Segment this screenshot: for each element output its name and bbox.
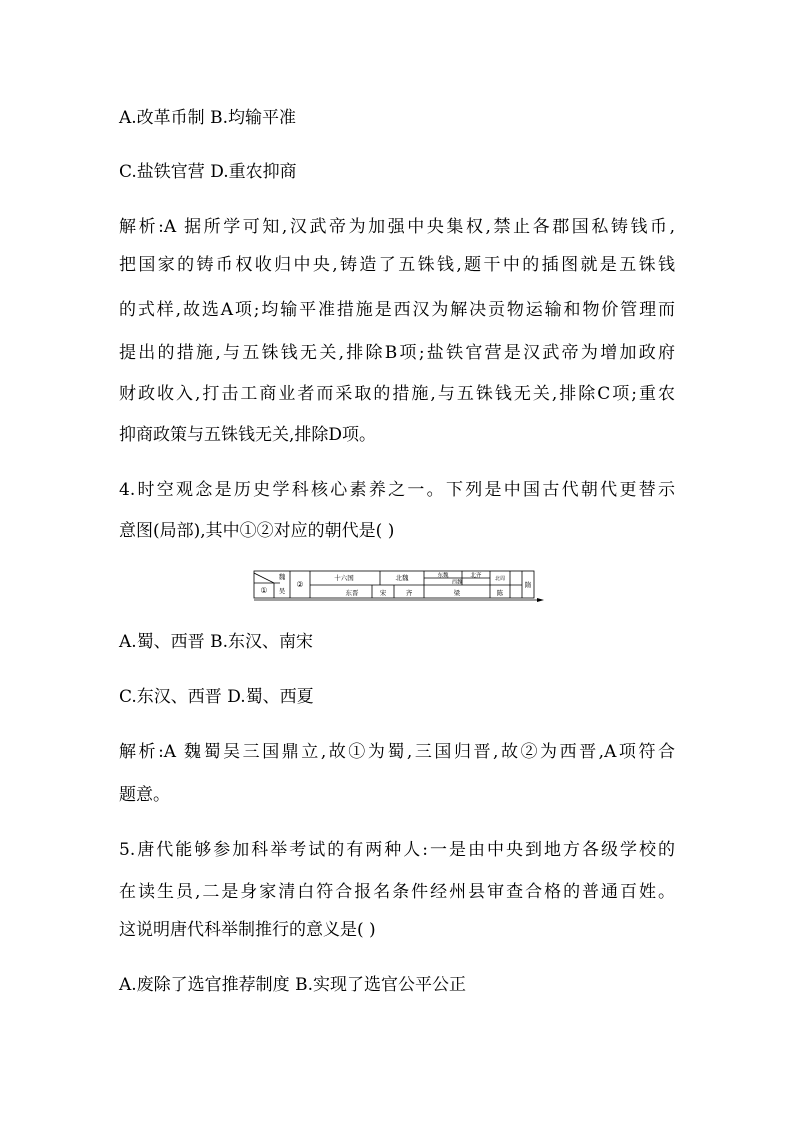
label-two: ② — [296, 580, 304, 589]
q4-analysis-line: 解析:A 魏蜀吴三国鼎立,故①为蜀,三国归晋,故②为西晋,A项符合 — [119, 742, 675, 762]
q4-stem-line: 4.时空观念是历史学科核心素养之一。下列是中国古代朝代更替示 — [119, 480, 675, 500]
label-song: 宋 — [379, 589, 387, 597]
label-sui: 隋 — [524, 581, 532, 589]
label-dongjin: 东晋 — [345, 589, 359, 597]
label-xiwei: 西魏 — [451, 579, 463, 586]
label-wei: 魏 — [278, 573, 286, 581]
q4-option-line-2: C.东汉、西晋 D.蜀、西夏 — [119, 687, 314, 707]
arrow-head-icon — [537, 598, 544, 602]
q5-option-line-1: A.废除了选官推荐制度 B.实现了选官公平公正 — [119, 975, 466, 995]
label-qi: 齐 — [405, 589, 413, 597]
q5-stem-line: 这说明唐代科举制推行的意义是( ) — [119, 920, 376, 940]
q3-analysis-line: 财政收入,打击工商业者而采取的措施,与五铢钱无关,排除C项;重农 — [119, 384, 675, 404]
q5-stem-line: 在读生员,二是身家清白符合报名条件经州县审查合格的普通百姓。 — [119, 882, 675, 902]
q5-stem-line: 5.唐代能够参加科举考试的有两种人:一是由中央到地方各级学校的 — [119, 840, 675, 860]
q4-option-line-1: A.蜀、西晋 B.东汉、南宋 — [119, 632, 313, 652]
label-dongwei: 东魏 — [437, 573, 449, 579]
label-beiqi: 北齐 — [470, 573, 482, 579]
q3-analysis-line: 抑商政策与五铢钱无关,排除D项。 — [119, 425, 377, 445]
q4-stem-line: 意图(局部),其中①②对应的朝代是( ) — [119, 521, 395, 541]
q3-analysis-line: 提出的措施,与五铢钱无关,排除B项;盐铁官营是汉武帝为增加政府 — [119, 343, 675, 363]
dynasty-chart — [252, 568, 548, 604]
q3-analysis-line: 把国家的铸币权收归中央,铸造了五铢钱,题干中的插图就是五铢钱 — [119, 255, 675, 275]
label-one: ① — [260, 586, 268, 595]
q3-option-line-1: A.改革币制 B.均输平准 — [119, 108, 296, 128]
q3-analysis-line: 的式样,故选A项;均输平准措施是西汉为解决贡物运输和物价管理而 — [119, 300, 675, 320]
q4-analysis-line: 题意。 — [119, 785, 170, 805]
label-beizhou: 北周 — [494, 576, 506, 582]
label-liang: 梁 — [453, 589, 461, 597]
label-beiwei: 北魏 — [395, 574, 409, 582]
label-sixteen: 十六国 — [334, 574, 354, 582]
label-chen: 陈 — [496, 589, 504, 597]
q3-analysis-line: 解析:A 据所学可知,汉武帝为加强中央集权,禁止各郡国私铸钱币, — [119, 217, 675, 237]
label-wu: 吴 — [278, 587, 286, 595]
q3-option-line-2: C.盐铁官营 D.重农抑商 — [119, 162, 297, 182]
